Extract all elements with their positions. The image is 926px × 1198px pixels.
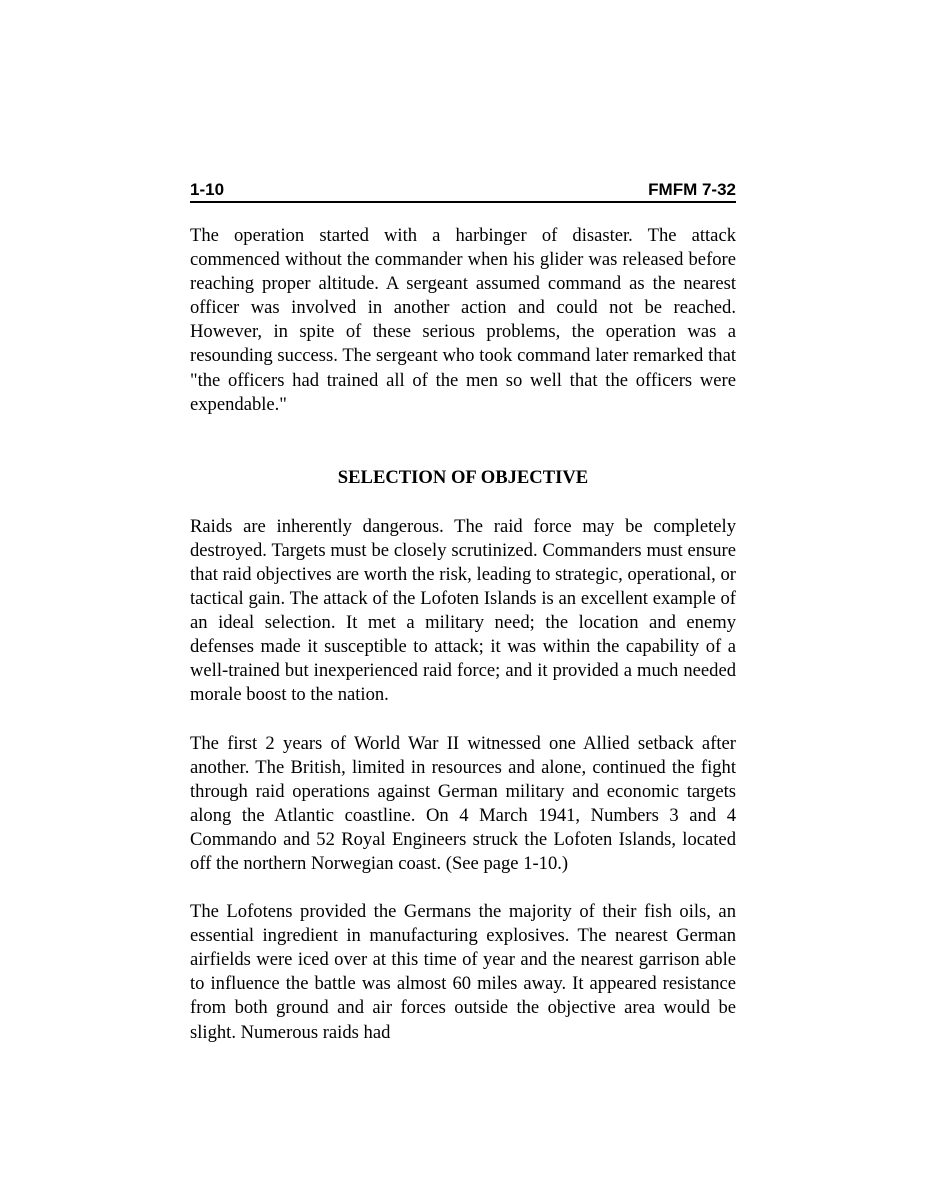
paragraph-operation-outcome: The operation started with a harbinger of disaster. The attack commenced without the commander when his glider was released before reaching proper altitude. A sergeant assumed command as the nearest officer was involved in another action and could not be reached. However, in spite of these serious problems, the operation was a resounding success. The sergeant who took command later remarked that "the officers had trained all of the men so well that the officers were expendable." <box>190 225 736 415</box>
document-id: FMFM 7-32 <box>648 180 736 199</box>
page-number: 1-10 <box>190 180 225 199</box>
paragraph-lofotens: The Lofotens provided the Germans the majority of their fish oils, an essential ingredient in manufacturing explosives. The nearest German airfields were iced over at this time of year and the nearest garrison able to influence the battle was almost 60 miles away. It appeared resistance from both ground and air forces outside the objective area would be slight. Numerous raids had <box>190 901 736 1043</box>
running-header <box>190 180 736 203</box>
section-heading: SELECTION OF OBJECTIVE <box>337 466 589 488</box>
paragraph-raid-objectives: Raids are inherently dangerous. The raid force may be completely destroyed. Targets must be closely scrutinized. Commanders must ensure that raid objectives are worth the risk, leading to strategic, operational, or tactical gain. The attack of the Lofoten Islands is an excellent example of an ideal selection. It met a military need; the location and enemy defenses made it susceptible to attack; it was within the capability of a well-trained but inexperienced raid force; and it provided a much needed morale boost to the nation. <box>190 515 736 706</box>
document-page <box>190 180 736 1045</box>
paragraph-world-war-ii: The first 2 years of World War II witnessed one Allied setback after another. The British, limited in resources and alone, continued the fight through raid operations against German military and economic targets along the Atlantic coastline. On 4 March 1941, Numbers 3 and 4 Commando and 52 Royal Engineers struck the Lofoten Islands, located off the northern Norwegian coast. (See page 1-10.) <box>190 732 736 874</box>
